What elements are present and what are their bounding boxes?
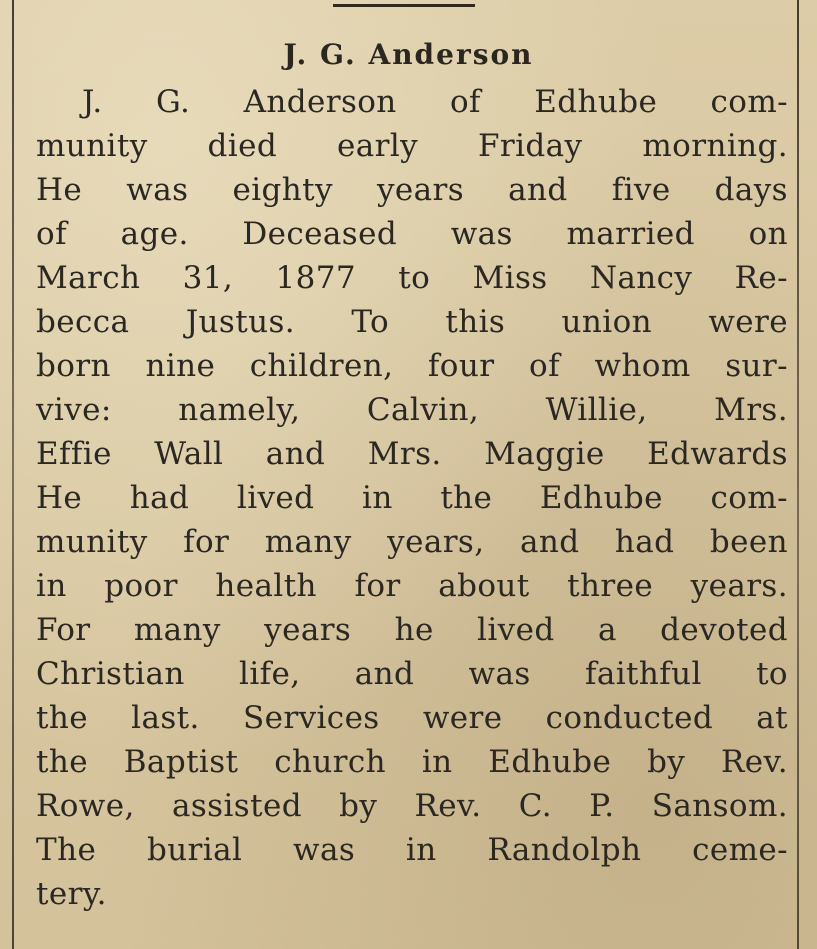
left-column-rule — [12, 0, 14, 949]
text-line: March 31, 1877 to Miss Nancy Re- — [36, 260, 788, 296]
obituary-body — [36, 80, 788, 916]
text-line: the Baptist church in Edhube by Rev. — [36, 744, 788, 780]
text-line: He had lived in the Edhube com- — [36, 480, 788, 516]
text-line: Christian life, and was faithful to — [36, 656, 788, 692]
text-line: born nine children, four of whom sur- — [36, 348, 788, 384]
text-line: becca Justus. To this union were — [36, 304, 788, 340]
top-rule — [333, 4, 475, 7]
text-line: munity for many years, and had been — [36, 524, 788, 560]
text-line: the last. Services were conducted at — [36, 700, 788, 736]
text-line: J. G. Anderson of Edhube com- — [82, 84, 788, 120]
text-line: For many years he lived a devoted — [36, 612, 788, 648]
text-line: of age. Deceased was married on — [36, 216, 788, 252]
obituary-headline: J. G. Anderson — [283, 38, 534, 71]
text-line: vive: namely, Calvin, Willie, Mrs. — [36, 392, 788, 428]
text-line: tery. — [36, 876, 107, 912]
text-line: He was eighty years and five days — [36, 172, 788, 208]
text-line: The burial was in Randolph ceme- — [36, 832, 788, 868]
text-line: Effie Wall and Mrs. Maggie Edwards — [36, 436, 788, 472]
text-line: Rowe, assisted by Rev. C. P. Sansom. — [36, 788, 788, 824]
text-line: in poor health for about three years. — [36, 568, 788, 604]
text-line: munity died early Friday morning. — [36, 128, 788, 164]
right-column-rule — [797, 0, 799, 949]
